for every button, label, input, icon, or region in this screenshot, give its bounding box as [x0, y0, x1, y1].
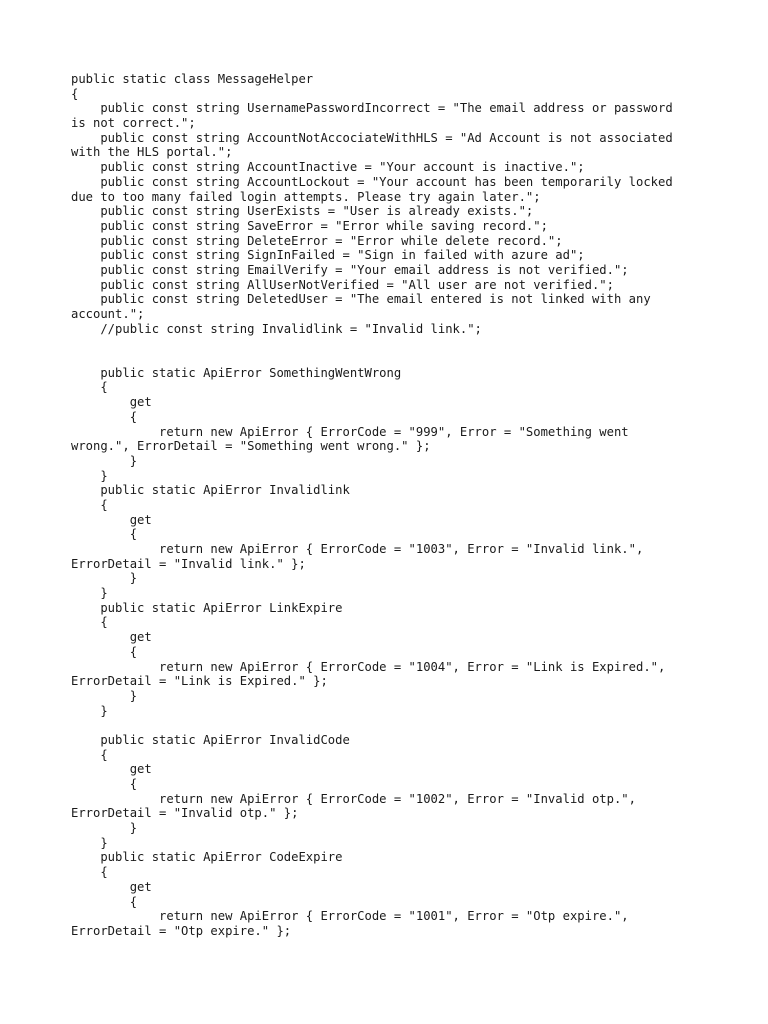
- code-line: {: [71, 777, 138, 791]
- code-line: public const string EmailVerify = "Your email address is not verified.";: [71, 262, 629, 277]
- code-line: get: [71, 395, 152, 410]
- code-line: }: [71, 835, 108, 850]
- code-line: }: [71, 571, 138, 586]
- code-line: {: [71, 527, 138, 542]
- code-line: {: [71, 644, 138, 659]
- code-line: {: [71, 409, 138, 424]
- code-line: public const string DeleteError = "Error while delete record.";: [71, 233, 563, 248]
- code-line: }: [71, 468, 108, 483]
- code-line: {: [71, 380, 108, 395]
- code-line: ErrorDetail = "Link is Expired." };: [71, 674, 328, 689]
- code-line: public const string SaveError = "Error while saving record.";: [71, 218, 548, 233]
- code-line: }: [71, 703, 108, 718]
- code-line: return new ApiError { ErrorCode = "1002", Error = "Invalid otp.",: [71, 791, 636, 806]
- code-line: public const string UsernamePasswordIncorrect = "The email address or password: [71, 101, 673, 116]
- code-line: wrong.", ErrorDetail = "Something went wrong." };: [71, 439, 431, 454]
- code-line: [71, 351, 711, 366]
- code-line: {: [71, 894, 138, 909]
- code-line: public static ApiError CodeExpire: [71, 850, 343, 865]
- code-block: [71, 72, 711, 939]
- code-line: public const string AccountInactive = "Your account is inactive.";: [71, 160, 585, 175]
- code-line: ErrorDetail = "Invalid link." };: [71, 556, 306, 571]
- code-line: {: [71, 865, 108, 880]
- code-line: [71, 718, 711, 733]
- code-line: public static ApiError Invalidlink: [71, 483, 350, 498]
- code-line: get: [71, 879, 152, 894]
- code-line: return new ApiError { ErrorCode = "1001", Error = "Otp expire.",: [71, 909, 629, 924]
- code-line: get: [71, 512, 152, 527]
- code-line: public static class MessageHelper: [71, 72, 314, 86]
- code-line: ErrorDetail = "Otp expire." };: [71, 923, 292, 938]
- code-line: {: [71, 615, 108, 630]
- code-line: get: [71, 762, 152, 777]
- code-line: due to too many failed login attempts. Please try again later.";: [71, 189, 541, 204]
- code-line: public const string UserExists = "User is already exists.";: [71, 204, 534, 219]
- code-line: public static ApiError LinkExpire: [71, 600, 343, 615]
- code-line: return new ApiError { ErrorCode = "1004", Error = "Link is Expired.",: [71, 659, 666, 674]
- code-line: return new ApiError { ErrorCode = "999", Error = "Something went: [71, 424, 629, 439]
- code-line: {: [71, 497, 108, 512]
- code-line: return new ApiError { ErrorCode = "1003", Error = "Invalid link.",: [71, 542, 644, 556]
- code-line: public const string SignInFailed = "Sign in failed with azure ad";: [71, 248, 585, 263]
- code-line: //public const string Invalidlink = "Invalid link.";: [71, 321, 482, 336]
- code-line: public const string AccountLockout = "Your account has been temporarily locked: [71, 174, 673, 189]
- code-line: }: [71, 453, 138, 468]
- code-line: }: [71, 688, 138, 703]
- code-line: public const string DeletedUser = "The email entered is not linked with any: [71, 292, 651, 307]
- code-line: get: [71, 630, 152, 645]
- code-line: }: [71, 586, 108, 601]
- code-line: is not correct.";: [71, 116, 196, 131]
- code-line: public const string AccountNotAccociateWithHLS = "Ad Account is not associated: [71, 130, 673, 145]
- code-line: {: [71, 747, 108, 762]
- code-line: public const string AllUserNotVerified = "All user are not verified.";: [71, 277, 614, 292]
- code-line: [71, 336, 711, 351]
- code-line: {: [71, 86, 79, 101]
- code-line: with the HLS portal.";: [71, 145, 233, 160]
- code-line: account.";: [71, 307, 145, 321]
- code-line: public static ApiError SomethingWentWrong: [71, 365, 402, 380]
- code-line: ErrorDetail = "Invalid otp." };: [71, 806, 299, 821]
- code-line: }: [71, 821, 138, 836]
- code-line: public static ApiError InvalidCode: [71, 732, 350, 747]
